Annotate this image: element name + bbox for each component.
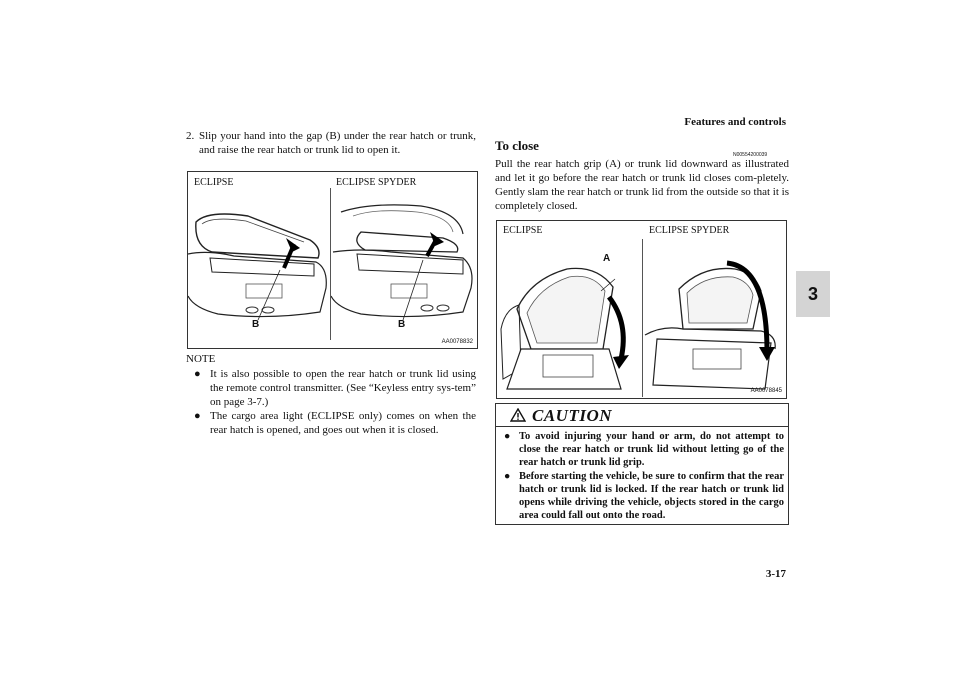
step-number: 2. (186, 130, 195, 142)
section-code: N00554200039 (733, 152, 768, 158)
callout-b-right: B (398, 319, 406, 330)
caution-title: CAUTION (532, 406, 613, 425)
figure-code: AA0078832 (441, 339, 473, 345)
caution-item-text: To avoid injuring your hand or arm, do not attempt to close the rear hatch or trunk lid without letting go of the rear hatch or trunk lid grip. (519, 431, 784, 469)
bullet-icon: ● (194, 410, 201, 422)
eclipse-close-hatch-drawing (497, 239, 642, 397)
open-illustration (187, 171, 478, 349)
bullet-icon: ● (194, 368, 201, 380)
bullet-icon: ● (504, 431, 511, 442)
caution-item-text: Before starting the vehicle, be sure to confirm that the rear hatch or trunk lid is locked. If the rear hatch or trunk lid opens while driving the vehicle, objects stored in the cargo area could fall out onto the road. (519, 470, 784, 522)
note-item-text: It is also possible to open the rear hatch or trunk lid using the remote control transmitter. (See “Keyless entry sys-tem” on page 3-7.) (210, 368, 476, 408)
caution-item (504, 430, 784, 470)
chapter-tab: 3 (796, 271, 830, 317)
section-title-to-close: To close (495, 138, 539, 153)
step-2 (186, 129, 476, 157)
figure-label-eclipse: ECLIPSE (503, 225, 543, 236)
caution-box (495, 403, 789, 525)
figure-label-eclipse: ECLIPSE (194, 177, 234, 188)
note-item-text: The cargo area light (ECLIPSE only) comes on when the rear hatch is opened, and goes out when it is closed. (210, 410, 476, 436)
warning-triangle-icon (510, 408, 526, 422)
figure-label-spyder: ECLIPSE SPYDER (649, 225, 730, 236)
page-number: 3-17 (765, 568, 786, 580)
caution-header (496, 404, 788, 427)
close-illustration (496, 220, 787, 399)
caution-list (496, 427, 788, 522)
step-text: Slip your hand into the gap (B) under the rear hatch or trunk, and raise the rear hatch or trunk lid to open it. (199, 130, 476, 156)
bullet-icon: ● (504, 470, 511, 482)
note-item (194, 367, 476, 409)
note-item (194, 409, 476, 437)
section-header: Features and controls (684, 116, 786, 128)
to-close-body: Pull the rear hatch grip (A) or trunk lid downward as illustrated and let it go before the rear hatch or trunk lid closes com-pletely. Gently slam the rear hatch or trunk lid from the outside so that it is completely closed. (495, 158, 789, 212)
figure-code: AA0078845 (750, 388, 782, 394)
figure-label-spyder: ECLIPSE SPYDER (336, 177, 417, 188)
note-list (194, 367, 476, 437)
note-title: NOTE (186, 353, 216, 365)
eclipse-spyder-close-trunk-drawing (643, 239, 785, 397)
callout-b-left: B (252, 319, 260, 330)
callout-a: A (603, 253, 611, 264)
caution-item (504, 470, 784, 523)
